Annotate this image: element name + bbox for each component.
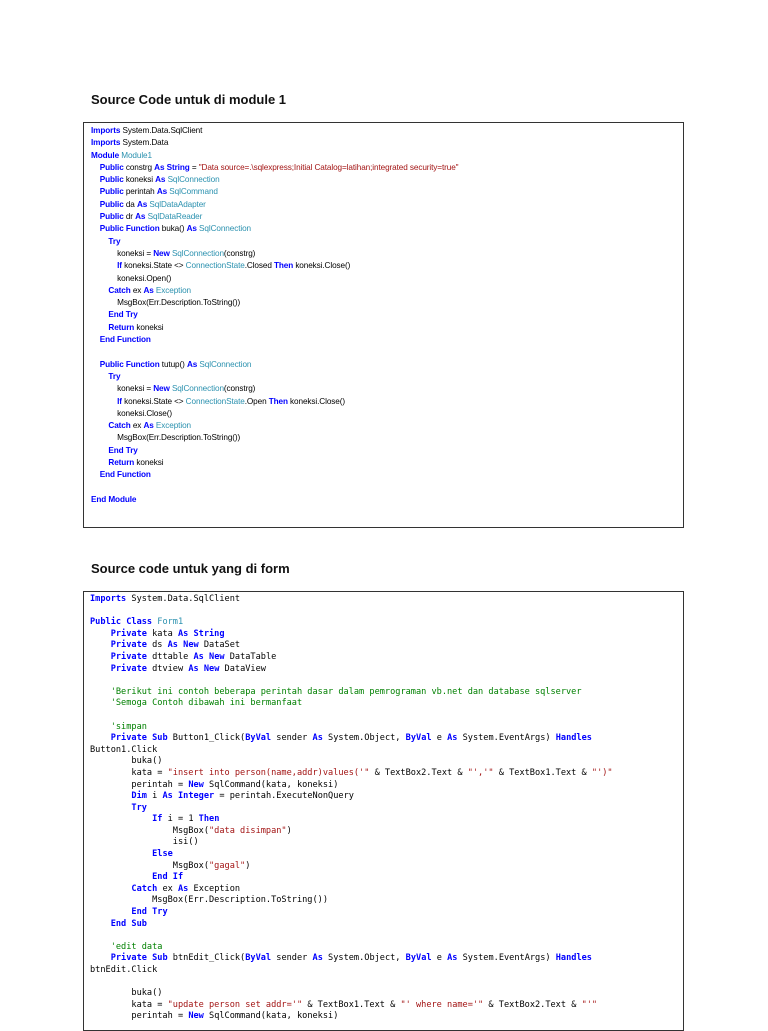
code-line bbox=[91, 432, 683, 444]
code-token: .Open bbox=[244, 396, 269, 406]
code-line bbox=[90, 722, 683, 734]
code-token bbox=[90, 849, 152, 859]
section-heading-form: Source code untuk yang di form bbox=[91, 561, 290, 576]
code-line bbox=[90, 780, 683, 792]
code-line bbox=[91, 186, 683, 198]
code-token bbox=[91, 187, 100, 196]
code-line bbox=[90, 895, 683, 907]
code-token: Imports bbox=[91, 126, 121, 135]
code-token: Imports bbox=[91, 138, 121, 148]
code-token bbox=[91, 360, 100, 369]
code-token bbox=[91, 212, 100, 221]
code-line bbox=[91, 482, 683, 494]
code-token: koneksi.Close() bbox=[91, 408, 173, 418]
code-token bbox=[90, 698, 111, 708]
code-token: btnEdit.Click bbox=[90, 965, 158, 975]
code-token: Public bbox=[99, 187, 124, 197]
code-token: "gagal" bbox=[209, 860, 246, 871]
code-token: Module bbox=[91, 150, 120, 160]
code-line bbox=[90, 919, 683, 931]
code-token: SqlCommand bbox=[169, 187, 218, 197]
code-token: "data disimpan" bbox=[209, 825, 287, 836]
module-code-block bbox=[83, 122, 684, 528]
code-token: dttable bbox=[146, 651, 194, 662]
code-token: da bbox=[123, 199, 137, 209]
code-token bbox=[90, 652, 111, 662]
code-token bbox=[91, 470, 100, 479]
code-token: As bbox=[143, 285, 154, 295]
code-token: ByVal bbox=[405, 953, 432, 964]
code-token: As bbox=[156, 187, 168, 197]
code-token: & TextBox2.Text & bbox=[369, 767, 468, 778]
code-line bbox=[91, 322, 683, 334]
code-line bbox=[90, 698, 683, 710]
code-token: "')" bbox=[591, 767, 613, 778]
code-line bbox=[90, 687, 683, 699]
code-token: MsgBox( bbox=[90, 860, 209, 871]
code-token: Imports bbox=[90, 594, 127, 604]
code-token: Public bbox=[99, 199, 124, 209]
code-token: "' where name='" bbox=[400, 999, 484, 1010]
code-token bbox=[91, 163, 100, 172]
code-token: Public bbox=[99, 212, 124, 222]
code-token: (constrg) bbox=[223, 248, 256, 258]
code-token: tutup() bbox=[159, 359, 187, 369]
code-token: perintah = bbox=[90, 1011, 189, 1022]
code-token: Private bbox=[110, 628, 147, 639]
code-token: Private Sub bbox=[110, 953, 168, 964]
code-token: Private bbox=[110, 640, 147, 651]
code-line bbox=[91, 346, 683, 358]
code-token: SqlCommand(kata, koneksi) bbox=[203, 779, 339, 790]
code-token: "update person set addr='" bbox=[167, 999, 303, 1010]
code-line bbox=[90, 930, 683, 942]
code-token: ex bbox=[130, 285, 144, 295]
code-token: SqlConnection bbox=[199, 359, 252, 369]
code-token: Form1 bbox=[157, 617, 184, 628]
code-token bbox=[90, 919, 111, 929]
code-line bbox=[91, 396, 683, 408]
code-line bbox=[90, 791, 683, 803]
code-token: ByVal bbox=[405, 733, 432, 744]
code-token: Private bbox=[110, 651, 147, 662]
code-token: & TextBox1.Text & bbox=[302, 999, 401, 1010]
code-line bbox=[90, 629, 683, 641]
code-token: (constrg) bbox=[223, 384, 256, 394]
code-token: ) bbox=[286, 825, 292, 836]
code-token: koneksi.State <> bbox=[121, 396, 186, 406]
code-token: Try bbox=[131, 802, 147, 813]
code-token bbox=[91, 200, 100, 209]
code-token: "','" bbox=[467, 767, 494, 778]
code-line bbox=[91, 211, 683, 223]
code-token bbox=[91, 397, 117, 406]
code-token bbox=[90, 791, 131, 801]
code-line bbox=[91, 383, 683, 395]
code-token: "'" bbox=[581, 999, 598, 1010]
code-token: As bbox=[312, 733, 323, 744]
code-token: i = 1 bbox=[162, 814, 199, 825]
code-token: Then bbox=[268, 396, 288, 406]
section-heading-module: Source Code untuk di module 1 bbox=[91, 92, 287, 107]
code-token: New bbox=[153, 248, 170, 258]
code-token: As New bbox=[167, 640, 199, 651]
code-token: kata = bbox=[90, 999, 168, 1010]
code-token bbox=[90, 687, 111, 697]
code-token: System.Object, bbox=[322, 733, 406, 744]
code-token: System.EventArgs) bbox=[457, 953, 556, 964]
code-token: SqlDataReader bbox=[147, 212, 203, 222]
code-token: SqlDataAdapter bbox=[149, 199, 206, 209]
code-token: Public Class bbox=[90, 617, 153, 628]
code-token: perintah = bbox=[90, 779, 189, 790]
code-line bbox=[91, 137, 683, 149]
code-token: End Module bbox=[91, 494, 137, 504]
code-token: As bbox=[186, 224, 197, 234]
code-token: Private bbox=[110, 663, 147, 674]
code-token: If bbox=[152, 814, 163, 825]
code-line bbox=[90, 640, 683, 652]
code-line bbox=[90, 710, 683, 722]
form-code-block bbox=[83, 591, 684, 1031]
code-line bbox=[90, 988, 683, 1000]
code-line bbox=[90, 803, 683, 815]
code-token bbox=[90, 814, 152, 824]
code-line bbox=[91, 260, 683, 272]
code-token: As bbox=[136, 199, 148, 209]
code-token: Button1_Click( bbox=[167, 733, 246, 744]
code-token bbox=[91, 323, 108, 332]
code-token: New bbox=[153, 384, 170, 394]
code-line bbox=[90, 861, 683, 873]
code-line bbox=[91, 334, 683, 346]
code-token: End Function bbox=[99, 335, 151, 345]
code-token: Dim bbox=[131, 791, 147, 802]
code-token: koneksi bbox=[134, 322, 164, 332]
code-token: Public Function bbox=[99, 359, 160, 369]
code-token: & TextBox1.Text & bbox=[493, 767, 592, 778]
code-token: constrg bbox=[123, 162, 155, 172]
code-token: If bbox=[117, 261, 122, 271]
code-token bbox=[91, 310, 108, 319]
code-line bbox=[91, 150, 683, 162]
code-token: buka() bbox=[90, 988, 163, 999]
code-line bbox=[91, 297, 683, 309]
code-token: & TextBox2.Text & bbox=[483, 999, 582, 1010]
code-token: If bbox=[117, 396, 122, 406]
code-token bbox=[90, 733, 111, 743]
code-token: Try bbox=[108, 236, 121, 246]
code-line bbox=[90, 826, 683, 838]
code-line bbox=[90, 745, 683, 757]
code-token: Public Function bbox=[99, 224, 160, 234]
code-token bbox=[90, 953, 111, 963]
code-token bbox=[90, 942, 111, 952]
code-token: 'simpan bbox=[110, 721, 147, 732]
code-line bbox=[91, 359, 683, 371]
code-token: koneksi bbox=[134, 458, 164, 468]
code-token: As bbox=[177, 883, 189, 894]
code-token: koneksi.State <> bbox=[121, 261, 186, 271]
code-line bbox=[91, 469, 683, 481]
code-token bbox=[91, 286, 108, 295]
code-line bbox=[90, 675, 683, 687]
code-line bbox=[90, 1011, 683, 1023]
code-token: e bbox=[431, 953, 448, 964]
code-token bbox=[90, 803, 131, 813]
code-token: System.Data.SqlClient bbox=[126, 594, 241, 604]
code-token: buka() bbox=[90, 756, 163, 767]
code-token: End Try bbox=[108, 445, 138, 455]
code-token: End Sub bbox=[110, 918, 147, 929]
code-token bbox=[91, 446, 108, 455]
code-token: Public bbox=[99, 175, 124, 185]
code-token: 'Berikut ini contoh beberapa perintah dasar dalam pemrograman vb.net dan database sqlserver bbox=[110, 686, 582, 697]
code-token: ) bbox=[245, 860, 251, 871]
code-line bbox=[91, 408, 683, 420]
code-token: Catch bbox=[108, 421, 131, 431]
code-line bbox=[90, 965, 683, 977]
code-token: i bbox=[146, 791, 163, 802]
code-line bbox=[90, 617, 683, 629]
code-line bbox=[90, 594, 683, 606]
code-token: As String bbox=[177, 628, 225, 639]
code-token: = bbox=[189, 162, 199, 172]
code-token: koneksi.Close() bbox=[287, 396, 345, 406]
code-token: As bbox=[447, 953, 458, 964]
code-token: btnEdit_Click( bbox=[167, 953, 246, 964]
code-token: SqlCommand(kata, koneksi) bbox=[203, 1011, 339, 1022]
code-line bbox=[90, 768, 683, 780]
code-token: buka() bbox=[159, 224, 187, 234]
code-token bbox=[91, 224, 100, 233]
code-token: dr bbox=[123, 212, 136, 222]
code-line bbox=[90, 872, 683, 884]
code-token: ex bbox=[130, 421, 144, 431]
code-line bbox=[90, 942, 683, 954]
code-token bbox=[91, 421, 108, 430]
code-token: As bbox=[143, 421, 154, 431]
code-line bbox=[91, 273, 683, 285]
code-token: 'edit data bbox=[110, 941, 163, 952]
code-token: As bbox=[135, 212, 146, 222]
code-token bbox=[90, 872, 152, 882]
code-token: MsgBox(Err.Description.ToString()) bbox=[91, 433, 241, 443]
code-line bbox=[90, 1000, 683, 1012]
code-token bbox=[91, 458, 108, 467]
code-token: sender bbox=[271, 733, 313, 744]
code-token: Handles bbox=[555, 733, 592, 744]
code-token bbox=[91, 237, 108, 246]
code-line bbox=[91, 457, 683, 469]
code-token: ConnectionState bbox=[185, 396, 245, 406]
code-token: koneksi.Open() bbox=[91, 273, 172, 283]
code-token: End Function bbox=[99, 470, 151, 480]
code-token bbox=[90, 884, 131, 894]
code-token: End Try bbox=[131, 907, 168, 918]
code-token: Button1.Click bbox=[90, 744, 158, 755]
code-token bbox=[91, 261, 117, 270]
code-token: "insert into person(name,addr)values('" bbox=[167, 767, 370, 778]
code-token: DataView bbox=[219, 663, 266, 674]
code-token: As Integer bbox=[162, 791, 215, 802]
code-token bbox=[91, 175, 100, 184]
code-token: SqlConnection bbox=[171, 384, 224, 394]
code-token: SqlConnection bbox=[171, 248, 224, 258]
code-token: End If bbox=[152, 872, 184, 883]
code-line bbox=[90, 849, 683, 861]
code-line bbox=[91, 248, 683, 260]
code-token: isi() bbox=[90, 837, 199, 848]
code-token: Return bbox=[108, 322, 135, 332]
code-token: New bbox=[188, 779, 204, 790]
code-token: ConnectionState bbox=[185, 261, 245, 271]
code-line bbox=[90, 606, 683, 618]
code-token: MsgBox( bbox=[90, 825, 209, 836]
code-token: koneksi bbox=[123, 175, 156, 185]
code-token: As String bbox=[154, 162, 190, 172]
code-line bbox=[90, 664, 683, 676]
code-token: ByVal bbox=[245, 953, 272, 964]
code-token: dtview bbox=[146, 663, 189, 674]
code-line bbox=[91, 223, 683, 235]
code-token: .Closed bbox=[244, 261, 274, 271]
code-token bbox=[91, 335, 100, 344]
code-token: sender bbox=[271, 953, 313, 964]
code-line bbox=[91, 162, 683, 174]
code-token bbox=[91, 372, 108, 381]
code-token: As bbox=[186, 359, 198, 369]
code-token: = perintah.ExecuteNonQuery bbox=[214, 791, 354, 802]
code-token: System.Object, bbox=[322, 953, 406, 964]
code-token: MsgBox(Err.Description.ToString()) bbox=[90, 895, 328, 906]
code-line bbox=[91, 174, 683, 186]
code-line bbox=[91, 371, 683, 383]
code-token: ex bbox=[157, 883, 178, 894]
code-token: koneksi = bbox=[91, 248, 154, 258]
code-line bbox=[90, 977, 683, 989]
code-token: Public bbox=[99, 162, 124, 172]
code-token bbox=[90, 907, 131, 917]
code-token: Return bbox=[108, 458, 135, 468]
code-line bbox=[91, 285, 683, 297]
code-token: Private Sub bbox=[110, 733, 168, 744]
code-line bbox=[91, 236, 683, 248]
code-token bbox=[90, 629, 111, 639]
code-token: Catch bbox=[108, 285, 131, 295]
code-token: "Data source=.\sqlexpress;Initial Catalog=latihan;integrated security=true" bbox=[198, 162, 459, 172]
code-token bbox=[90, 640, 111, 650]
code-token: kata = bbox=[90, 767, 168, 778]
code-token: koneksi.Close() bbox=[293, 261, 351, 271]
code-token: Handles bbox=[555, 953, 592, 964]
code-token: As New bbox=[188, 663, 220, 674]
code-token: ds bbox=[146, 640, 168, 651]
code-token: SqlConnection bbox=[199, 224, 252, 234]
code-line bbox=[90, 814, 683, 826]
code-token: System.Data bbox=[120, 138, 169, 148]
code-token: e bbox=[431, 733, 448, 744]
code-line bbox=[90, 907, 683, 919]
code-line bbox=[90, 884, 683, 896]
code-line bbox=[90, 733, 683, 745]
code-token: System.EventArgs) bbox=[457, 733, 556, 744]
code-token: Else bbox=[152, 849, 173, 860]
code-line bbox=[91, 309, 683, 321]
code-token: koneksi = bbox=[91, 384, 154, 394]
code-token: Then bbox=[198, 814, 220, 825]
code-line bbox=[90, 953, 683, 965]
code-line bbox=[90, 652, 683, 664]
code-token: As bbox=[447, 733, 458, 744]
code-token: SqlConnection bbox=[167, 175, 220, 185]
code-line bbox=[91, 199, 683, 211]
code-token bbox=[90, 722, 111, 732]
code-token: MsgBox(Err.Description.ToString()) bbox=[91, 298, 241, 308]
code-line bbox=[90, 756, 683, 768]
code-token: Exception bbox=[188, 883, 241, 894]
code-line bbox=[91, 494, 683, 506]
code-token: System.Data.SqlClient bbox=[120, 126, 203, 135]
code-token: Exception bbox=[155, 285, 191, 295]
code-token: As New bbox=[193, 651, 225, 662]
code-token: kata bbox=[146, 628, 178, 639]
code-token: Module1 bbox=[121, 150, 152, 160]
code-token: DataSet bbox=[198, 640, 241, 651]
code-line bbox=[91, 125, 683, 137]
code-token bbox=[90, 664, 111, 674]
code-line bbox=[91, 420, 683, 432]
code-token: End Try bbox=[108, 310, 138, 320]
code-token: New bbox=[188, 1011, 204, 1022]
code-token: Exception bbox=[155, 421, 191, 431]
code-token: As bbox=[155, 175, 166, 185]
code-line bbox=[90, 837, 683, 849]
code-token: As bbox=[312, 953, 323, 964]
code-token: ByVal bbox=[245, 733, 272, 744]
code-token: 'Semoga Contoh dibawah ini bermanfaat bbox=[110, 698, 303, 709]
code-token: DataTable bbox=[224, 651, 277, 662]
code-token: perintah bbox=[123, 187, 157, 197]
code-token: Try bbox=[108, 371, 121, 381]
code-token: Catch bbox=[131, 883, 158, 894]
code-token: Then bbox=[273, 261, 294, 271]
code-line bbox=[91, 445, 683, 457]
